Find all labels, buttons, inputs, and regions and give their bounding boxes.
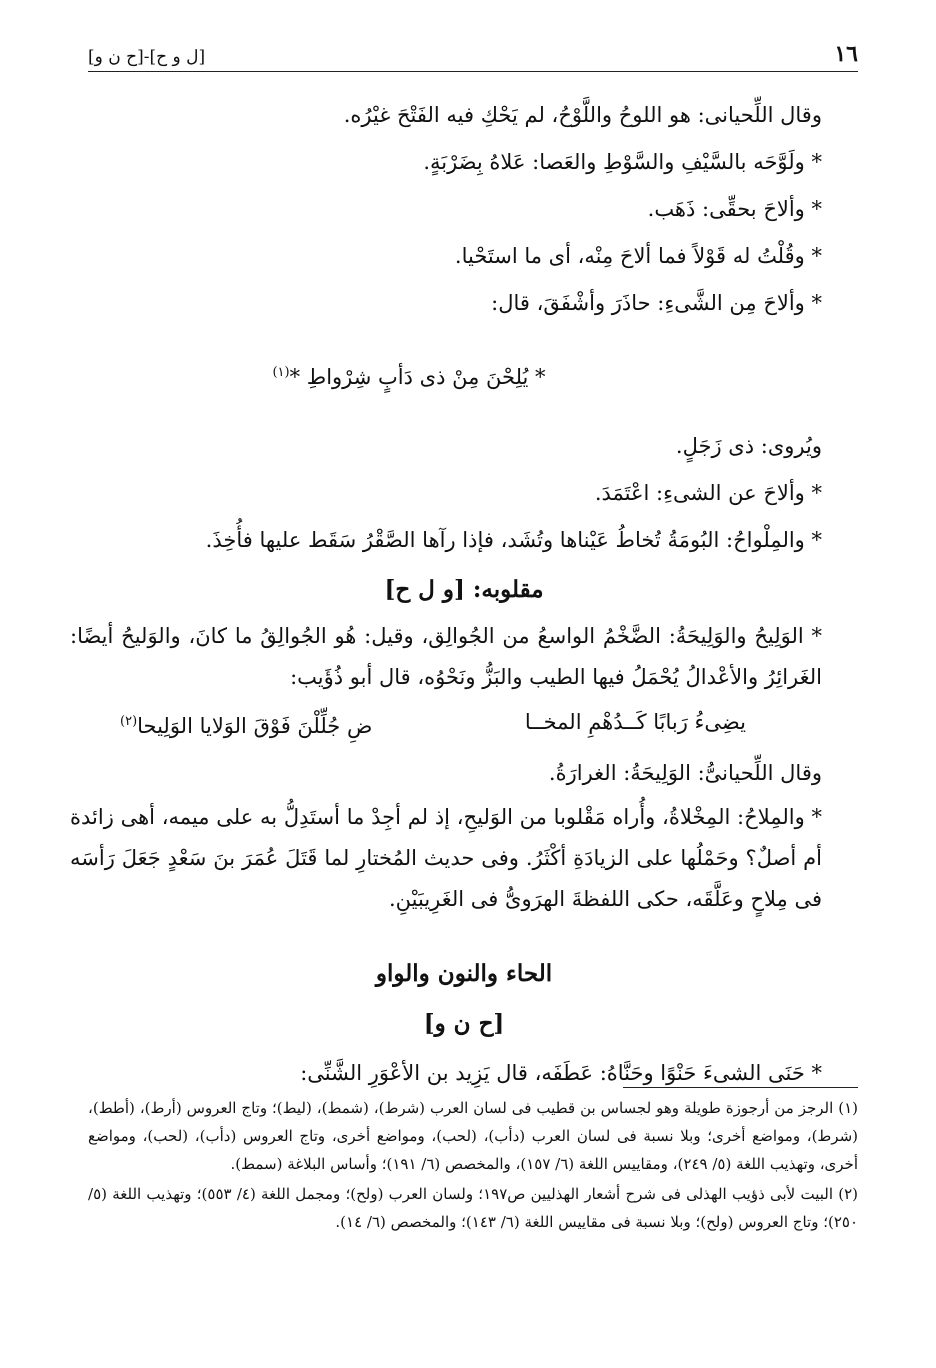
footnote-ref: (١) bbox=[272, 365, 290, 380]
paragraph: ويُروى: ذى زَجَلٍ. bbox=[675, 434, 822, 458]
verse-second-hemistich: ضِ جُلِّلْنَ فَوْقَ الوَلايا الوَلِيحا$^{(٢)}$ bbox=[120, 714, 373, 738]
page-number: ١٦ bbox=[834, 41, 858, 67]
footnote: (٢) البيت لأبى ذؤيب الهذلى فى شرح أشعار الهذليين ص١٩٧؛ ولسان العرب (ولح)؛ ومجمل اللغة (٤/ ٥٥٣)؛ وتهذيب اللغة (٥/ ٢٥٠)؛ وتاج العروس (ولح)؛ وبلا نسبة فى مقاييس اللغة (٦/ ١٤٣)؛ والمخصص (٦/ ١٤). bbox=[88, 1185, 859, 1231]
paragraph: * وقُلْتُ له قَوْلاً فما ألاحَ مِنْه، أى ما استَحْيا. bbox=[454, 244, 822, 268]
paragraph: * والمِلاحُ: المِخْلاةُ، وأُراه مَقْلوبا من الوَليحِ، إذ لم أجِدْ ما أستَدِلُّ به على ميمه، أهى زائدة أم أصلٌ؟ وحَمْلُها على الزيادَةِ أكْثَرُ. وفى حديث المُختارِ لما قَتَلَ عُمَرَ بنَ سَعْدٍ جَعَلَ رَأسَه فى مِلاحٍ وعَلَّقَه، حكى اللفظةَ الهرَوىُّ فى الغَرِيبَيْنِ. bbox=[70, 805, 822, 911]
paragraph: وقال اللِّحيانى: هو اللوحُ واللَّوْحُ، لم يَحْكِ فيه الفَتْحَ غيْرُه. bbox=[343, 103, 822, 127]
paragraph: * ولَوَّحَه بالسَّيْفِ والسَّوْطِ والعَصا: عَلاهُ بِضَرْبَةٍ. bbox=[423, 150, 822, 174]
footnote-divider bbox=[623, 1087, 858, 1088]
paragraph: * حَنَى الشىءَ حَنْوًا وحَنَّاهُ: عَطَفَه، قال يَزِيد بن الأعْوَرِ الشَّنِّى: bbox=[300, 1061, 822, 1085]
chapter-heading: الحاء والنون والواو bbox=[375, 960, 553, 987]
verse-first-hemistich: يضِىءُ رَبابًا كَــدُهْمِ المخــا bbox=[524, 710, 746, 734]
footnote-ref: (٢) bbox=[120, 714, 138, 729]
verse-couplet bbox=[70, 698, 858, 750]
verse-line bbox=[70, 348, 858, 402]
paragraph: * وألاحَ عن الشىءِ: اعْتَمَدَ. bbox=[594, 481, 822, 505]
paragraph: * وألاحَ مِن الشَّىءِ: حاذَرَ وأشْفَقَ، قال: bbox=[491, 291, 822, 315]
main-text bbox=[70, 92, 858, 1097]
root-heading: [ح ن و] bbox=[423, 1010, 505, 1037]
running-header bbox=[88, 38, 858, 72]
paragraph: * الوَلِيحُ والوَلِيحَةُ: الضَّخْمُ الواسعُ من الجُوالِق، وقيل: هُو الجُوالِقُ ما كانَ، والوَليحُ أيضًا: الغَرائِرُ والأعْدالُ يُحْمَلُ فيها الطيب والبَزُّ ونَحْوُه، قال أبو ذُؤَيب: bbox=[70, 624, 822, 689]
running-title: [ل و ح]-[ح ن و] bbox=[88, 47, 206, 67]
footnote: (١) الرجز من أرجوزة طويلة وهو لجساس بن قطيب فى لسان العرب (شرط)، (شمط)، (ليط)؛ وتاج العروس (أرط)، (أطط)، (شرط)، ومواضع أخرى؛ وبلا نسبة فى لسان العرب (دأب)، (لحب)، ومواضع أخرى، وتاج العروس (دأب)، (لحب)، ومواضع أخرى، وتهذيب اللغة (٥/ ٢٤٩)، ومقاييس اللغة (٦/ ١٥٧)، والمخصص (٦/ ١٩١)؛ وأساس البلاغة (سمط). bbox=[88, 1099, 858, 1173]
footnotes bbox=[88, 1094, 858, 1238]
paragraph: * والمِلْواحُ: البُومَةُ تُخاطُ عَيْناها وتُشَد، فإذا رآها الصَّقْرُ سَقَط عليها فأُخِذَ. bbox=[205, 528, 822, 552]
paragraph: وقال اللِّحيانىُّ: الوَلِيحَةُ: الغرارَةُ. bbox=[548, 761, 822, 785]
section-heading: مقلوبه: [و ل ح] bbox=[384, 576, 544, 603]
verse-text: * يُلِحْنَ مِنْ ذى دَأبٍ شِرْواطِ * bbox=[289, 365, 546, 389]
paragraph: * وألاحَ بحقِّى: ذَهَب. bbox=[647, 197, 822, 221]
